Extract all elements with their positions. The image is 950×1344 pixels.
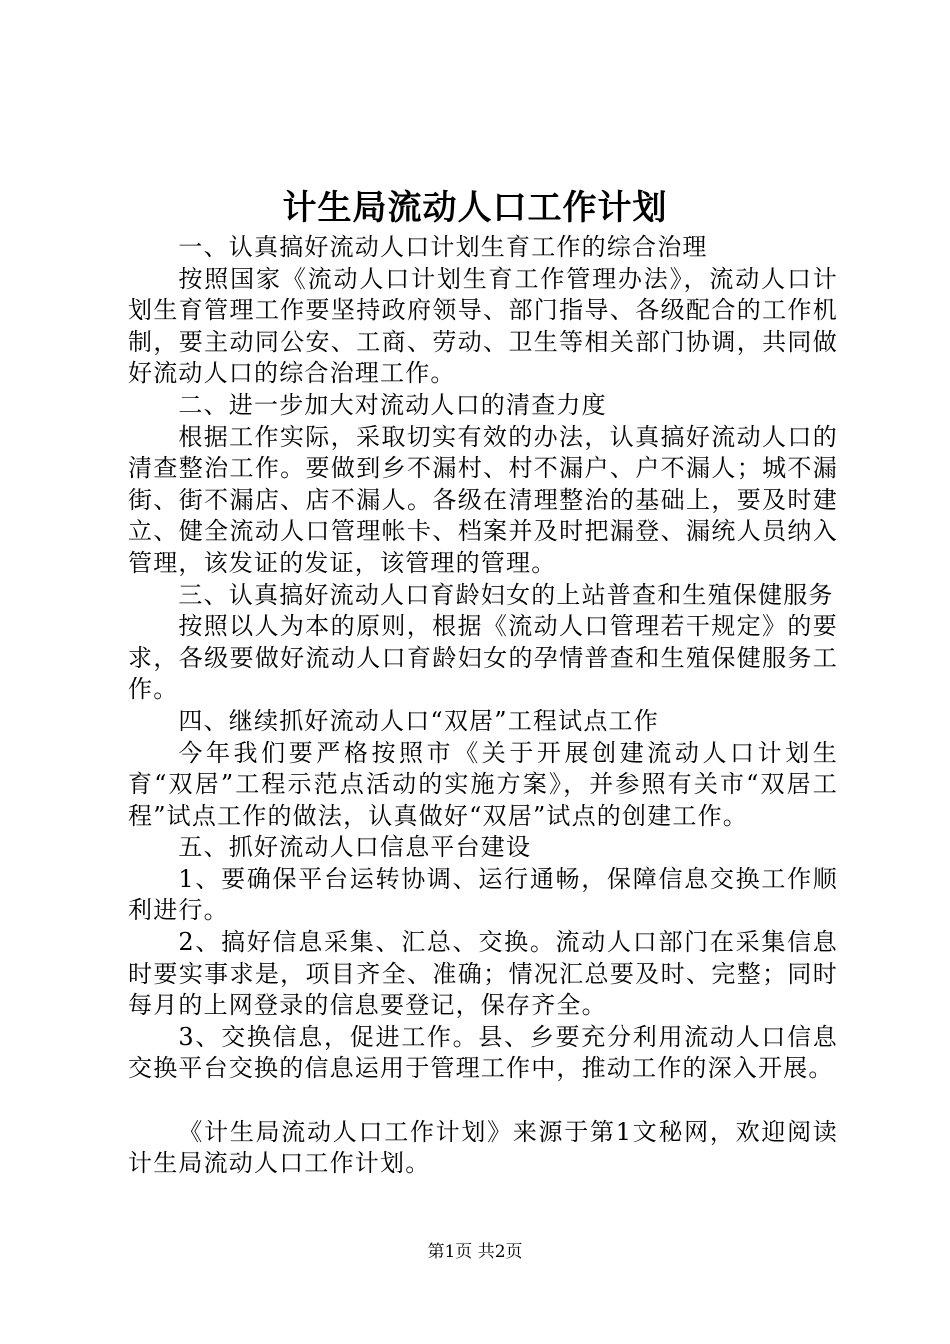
section-heading-1: 一、认真搞好流动人口计划生育工作的综合治理 [178, 233, 708, 261]
paragraph-spacer [128, 1085, 838, 1117]
section-heading-5: 五、抓好流动人口信息平台建设 [178, 833, 532, 862]
source-note: 《计生局流动人口工作计划》来源于第1文秘网，欢迎阅读计生局流动人口工作计划。 [128, 1117, 838, 1178]
document-body [128, 232, 838, 1180]
body-paragraph: 今年我们要严格按照市《关于开展创建流动人口计划生育“双居”工程示范点活动的实施方案》，并参照有关市“双居工程”试点工作的做法，认真做好“双居”试点的创建工作。 [128, 738, 838, 830]
page-number: 第1页 共2页 [427, 1242, 523, 1262]
body-paragraph: 按照国家《流动人口计划生育工作管理办法》，流动人口计划生育管理工作要坚持政府领导、部门指导、各级配合的工作机制，要主动同公安、工商、劳动、卫生等相关部门协调，共同做好流动人口的综合治理工作。 [128, 264, 838, 388]
section-heading-4: 四、继续抓好流动人口“双居”工程试点工作 [178, 706, 659, 735]
body-paragraph: 按照以人为本的原则，根据《流动人口管理若干规定》的要求，各级要做好流动人口育龄妇女的孕情普查和生殖保健服务工作。 [128, 612, 838, 704]
list-item: 2、搞好信息采集、汇总、交换。流动人口部门在采集信息时要实事求是，项目齐全、准确；情况汇总要及时、完整；同时每月的上网登录的信息要登记，保存齐全。 [128, 928, 838, 1020]
document-title: 计生局流动人口工作计划 [282, 188, 668, 228]
list-item: 3、交换信息，促进工作。县、乡要充分利用流动人口信息交换平台交换的信息运用于管理工作中，推动工作的深入开展。 [128, 1022, 838, 1083]
body-paragraph: 根据工作实际，采取切实有效的办法，认真搞好流动人口的清查整治工作。要做到乡不漏村、村不漏户、户不漏人；城不漏街、街不漏店、店不漏人。各级在清理整治的基础上，要及时建立、健全流动人口管理帐卡、档案并及时把漏登、漏统人员纳入管理，该发证的发证，该管理的管理。 [128, 422, 838, 577]
section-heading-3: 三、认真搞好流动人口育龄妇女的上站普查和生殖保健服务 [178, 580, 834, 609]
section-heading-2: 二、进一步加大对流动人口的清查力度 [178, 390, 607, 419]
list-item: 1、要确保平台运转协调、运行通畅，保障信息交换工作顺利进行。 [128, 864, 838, 925]
